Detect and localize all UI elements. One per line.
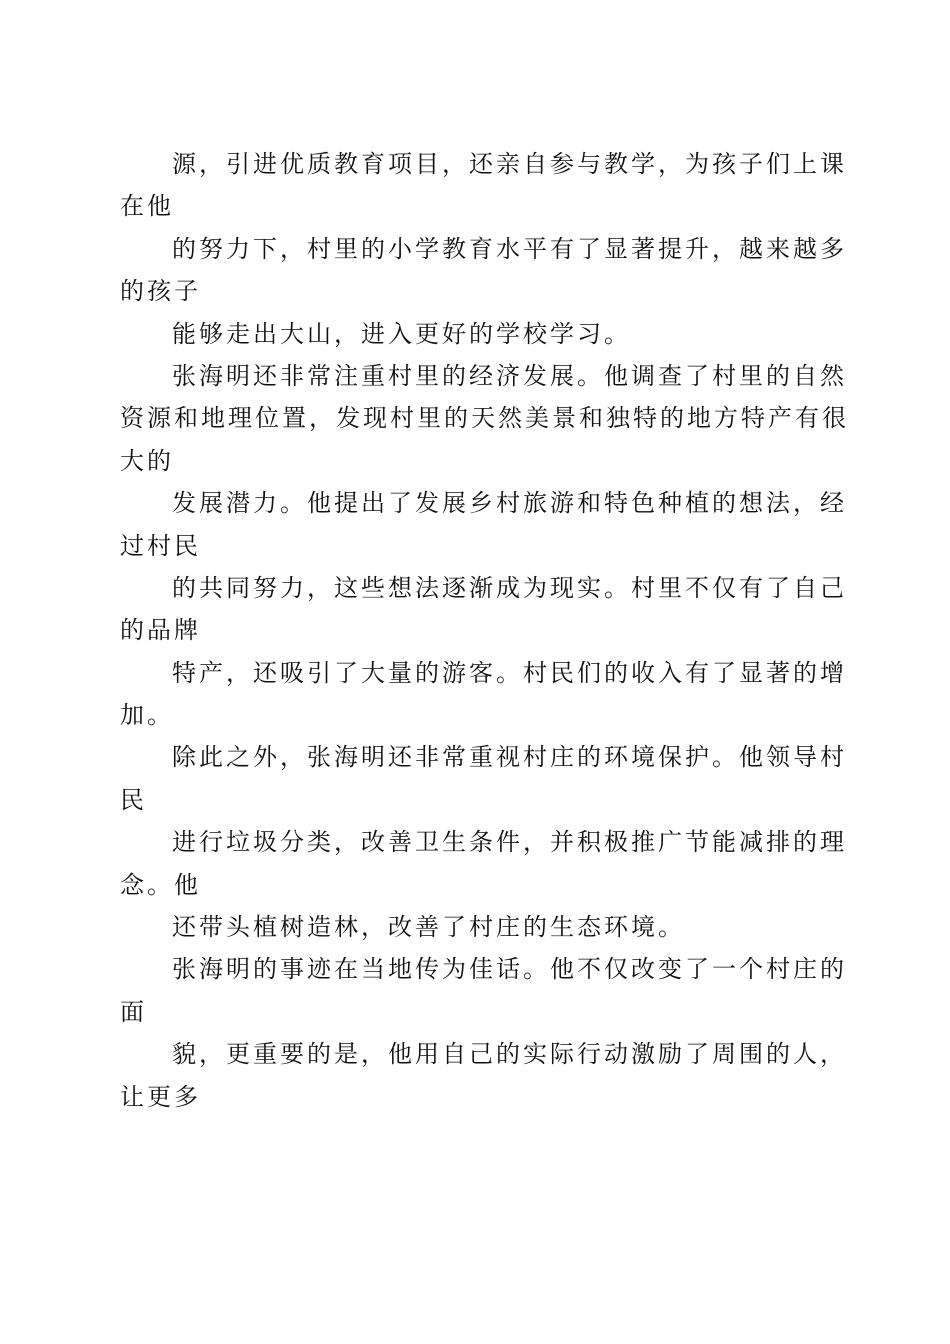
text-line: 加。 (120, 701, 174, 730)
text-line: 除此之外，张海明还非常重视村庄的环境保护。他领导村 (172, 743, 847, 772)
text-line: 在他 (120, 192, 174, 221)
text-line: 进行垃圾分类，改善卫生条件，并积极推广节能减排的理 (172, 828, 847, 857)
text-line: 面 (120, 997, 147, 1026)
text-line: 大的 (120, 446, 174, 475)
text-line: 源，引进优质教育项目，还亲自参与教学，为孩子们上课 (172, 150, 847, 178)
text-line: 民 (120, 785, 147, 814)
text-line: 的品牌 (120, 616, 201, 645)
text-line: 特产，还吸引了大量的游客。村民们的收入有了显著的增 (172, 658, 847, 687)
text-line: 资源和地理位置，发现村里的天然美景和独特的地方特产有很 (120, 404, 849, 433)
text-line: 还带头植树造林，改善了村庄的生态环境。 (172, 913, 685, 942)
body-text (120, 143, 849, 1118)
text-line: 念。他 (120, 870, 201, 899)
text-line: 的孩子 (120, 277, 201, 306)
text-line: 让更多 (120, 1082, 201, 1111)
text-line: 张海明的事迹在当地传为佳话。他不仅改变了一个村庄的 (172, 955, 847, 984)
text-line: 发展潜力。他提出了发展乡村旅游和特色种植的想法，经 (172, 489, 847, 518)
text-line: 的共同努力，这些想法逐渐成为现实。村里不仅有了自己 (172, 573, 847, 602)
text-line: 张海明还非常注重村里的经济发展。他调查了村里的自然 (172, 361, 847, 390)
text-line: 过村民 (120, 531, 201, 560)
text-line: 能够走出大山，进入更好的学校学习。 (172, 319, 631, 348)
text-line: 貌，更重要的是，他用自己的实际行动激励了周围的人， (172, 1040, 847, 1069)
text-line: 的努力下，村里的小学教育水平有了显著提升，越来越多 (172, 234, 847, 263)
